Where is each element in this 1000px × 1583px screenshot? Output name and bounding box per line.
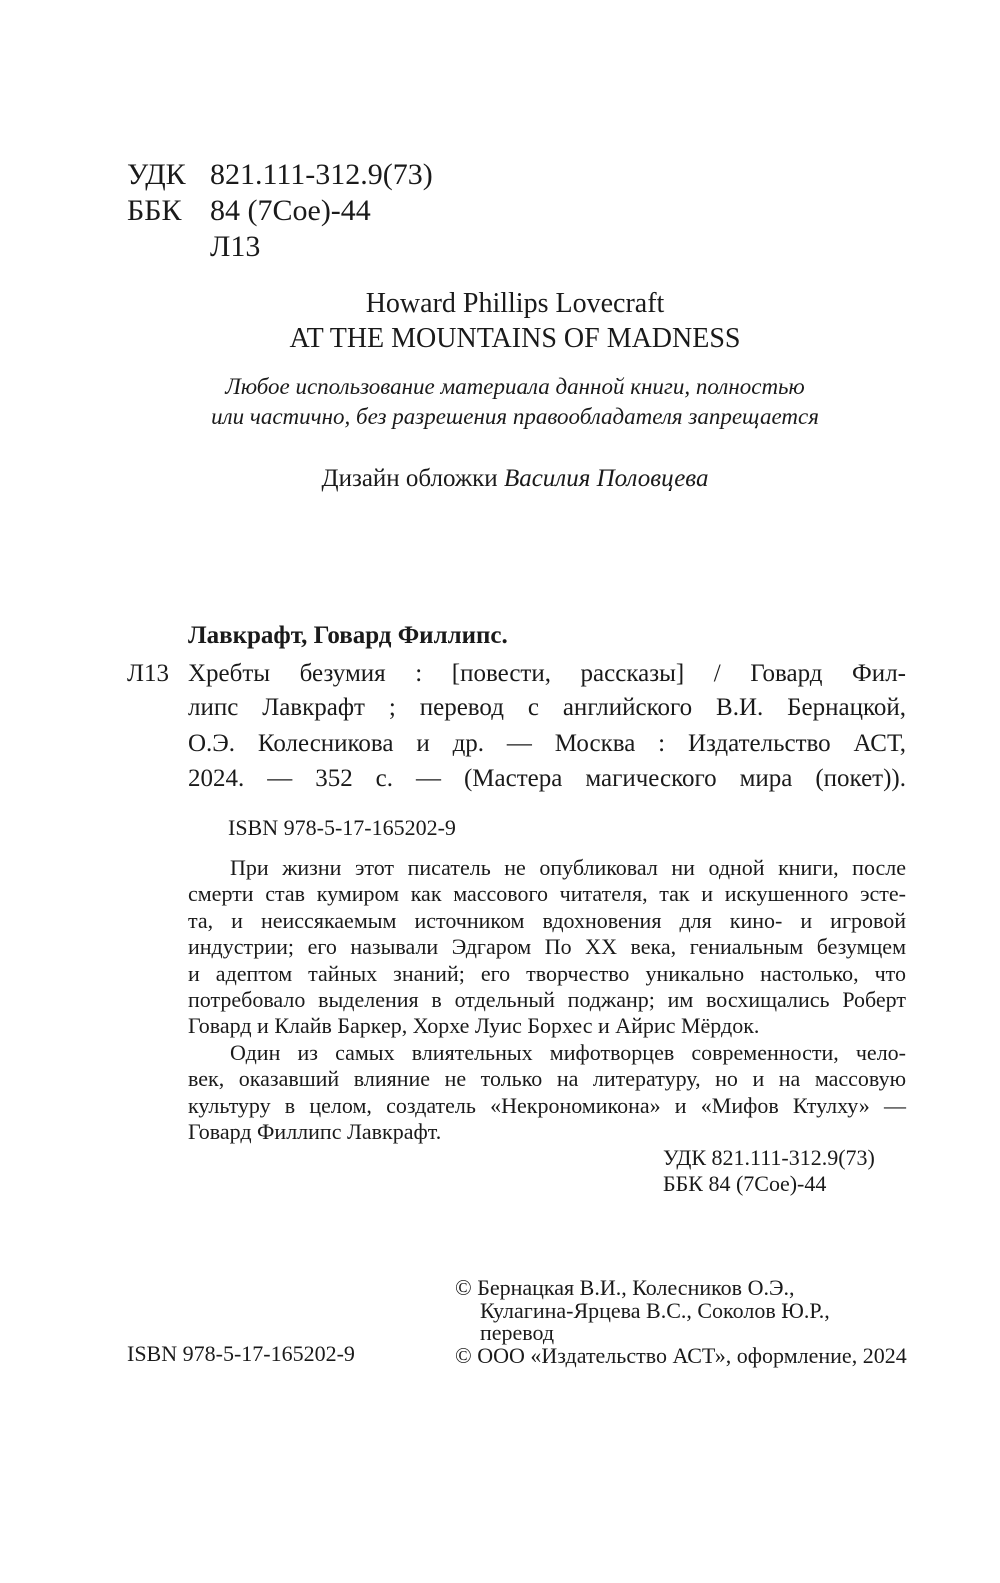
notice-line-1: Любое использование материала данной книги, полностью <box>225 374 805 399</box>
udk-value: 821.111-312.9(73) <box>210 158 433 191</box>
annotation-line: Говард Филлипс Лавкрафт. <box>188 1119 442 1144</box>
bibliographic-line: Хребты безумия : [повести, рассказы] / Говард Фил- <box>188 660 906 687</box>
annotation-line: потребовало выделения в отдельный поджанр; им восхищались Роберт <box>188 987 906 1012</box>
annotation-line: При жизни этот писатель не опубликовал ни одной книги, после <box>230 855 906 880</box>
bbk-label: ББК <box>127 194 182 227</box>
copyright-line: перевод <box>480 1320 555 1345</box>
classification-block <box>127 157 447 265</box>
annotation-line: Говард и Клайв Баркер, Хорхе Луис Борхес и Айрис Мёрдок. <box>188 1013 760 1038</box>
annotation-line: индустрии; его называли Эдгаром По XX века, гениальным безумцем <box>188 934 906 959</box>
annotation-line: смерти став кумиром как массового читателя, так и искушенного эсте- <box>188 881 906 906</box>
cover-design-prefix: Дизайн обложки <box>321 465 498 492</box>
annotation-line: культуру в целом, создатель «Некрономикона» и «Мифов Ктулху» — <box>188 1093 906 1118</box>
udk-label: УДК <box>127 158 186 191</box>
annotation-line: и адептом тайных знаний; его творчество уникально настолько, что <box>188 961 906 986</box>
bibliographic-mark: Л13 <box>127 660 169 687</box>
copyright-line: Кулагина-Ярцева В.С., Соколов Ю.Р., <box>480 1298 830 1323</box>
footer-bbk: ББК 84 (7Coe)-44 <box>663 1171 827 1196</box>
bibliographic-line: 2024. — 352 с. — (Мастера магического мира (покет)). <box>188 765 906 792</box>
bibliographic-heading: Лавкрафт, Говард Филлипс. <box>188 622 508 649</box>
bibliographic-isbn: ISBN 978-5-17-165202-9 <box>228 815 456 840</box>
bottom-isbn: ISBN 978-5-17-165202-9 <box>127 1341 355 1366</box>
copyright-line: © ООО «Издательство АСТ», оформление, 2024 <box>455 1343 907 1368</box>
bibliographic-line: О.Э. Колесникова и др. — Москва : Издательство АСТ, <box>188 730 906 757</box>
annotation-line: век, оказавший влияние не только на литературу, но и на массовую <box>188 1066 906 1091</box>
cover-design <box>0 463 1000 495</box>
bbk-value: 84 (7Coe)-44 <box>210 194 371 227</box>
original-author: Howard Phillips Lovecraft <box>365 288 665 319</box>
annotation-line: Один из самых влиятельных мифотворцев современности, чело- <box>230 1040 906 1065</box>
footer-udk: УДК 821.111-312.9(73) <box>663 1145 875 1170</box>
cover-designer-name: Василия Половцева <box>503 465 709 492</box>
annotation-line: та, и неиссякаемым источником вдохновения для кино- и игровой <box>188 908 906 933</box>
bibliographic-line: липс Лавкрафт ; перевод с английского В.И. Бернацкой, <box>188 694 906 721</box>
notice-line-2: или частично, без разрешения правообладателя запрещается <box>211 404 819 429</box>
original-title: AT THE MOUNTAINS OF MADNESS <box>289 323 741 354</box>
copyright-line: © Бернацкая В.И., Колесников О.Э., <box>455 1275 795 1300</box>
author-mark: Л13 <box>210 230 261 263</box>
